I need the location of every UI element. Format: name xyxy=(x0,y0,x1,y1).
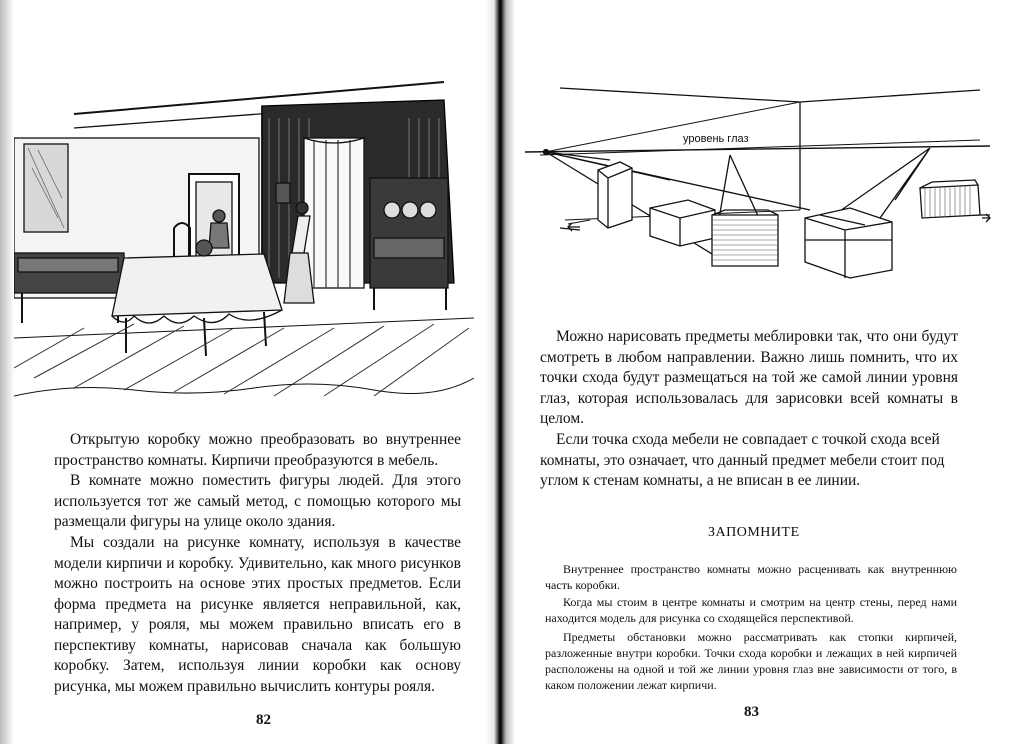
perspective-diagram xyxy=(520,60,1000,295)
paragraph-furniture-direction: Можно нарисовать предметы меблировки так, что они будут смотреть в любом направлении. Важно лишь помнить, что их точки схода будут размещаться на той же самой линии уровня глаз, которая использовалась для зарисовки всей комнаты в целом. xyxy=(540,328,958,427)
remember-item-1: Внутреннее пространство комнаты можно расценивать как внутреннюю часть коробки. xyxy=(545,562,957,592)
remember-heading: ЗАПОМНИТЕ xyxy=(708,525,800,540)
paragraph-bricks-model: Мы создали на рисунке комнату, используя в качестве модели кирпичи и коробку. Удивительно, как много рисунков можно построить на основе этих простых предметов. Если форма предмета на рисунке является неправильной, как, например, у рояля, мы можем правильно вписать его в перспективу комнаты, нарисовав сначала как большую коробку. Затем, используя линии коробки как основу рисунка, мы можем правильно вычислить контуры рояля. xyxy=(54,534,461,695)
room-interior-illustration xyxy=(14,78,476,398)
book-spine xyxy=(485,0,515,744)
page-edge-shadow xyxy=(0,0,14,744)
remember-item-2: Когда мы стоим в центре комнаты и смотрим на центр стены, перед нами находится модель для рисунка со сходящейся перспективой. xyxy=(545,595,957,625)
page-number-right: 83 xyxy=(744,704,759,720)
page-number-left: 82 xyxy=(256,712,271,728)
eye-level-label: уровень глаз xyxy=(683,133,749,145)
paragraph-open-box: Открытую коробку можно преобразовать во внутреннее пространство комнаты. Кирпичи преобразуются в мебель. xyxy=(54,431,461,469)
remember-item-3: Предметы обстановки можно рассматривать как стопки кирпичей, разложенные внутри коробки. Точки схода коробки и лежащих в ней кирпичей расположены на одной и той же линии уровня глаз вне зависимости от того, в каком положении лежат кирпичи. xyxy=(545,630,957,692)
paragraph-figures: В комнате можно поместить фигуры людей. Для этого используется тот же самый метод, с помощью которого мы размещали фигуры на улице около здания. xyxy=(54,472,461,530)
paragraph-vanishing-point: Если точка схода мебели не совпадает с точкой схода всей комнаты, это означает, что данный предмет мебели стоит под углом к стенам комнаты, а не вписан в ее линии. xyxy=(540,431,945,489)
